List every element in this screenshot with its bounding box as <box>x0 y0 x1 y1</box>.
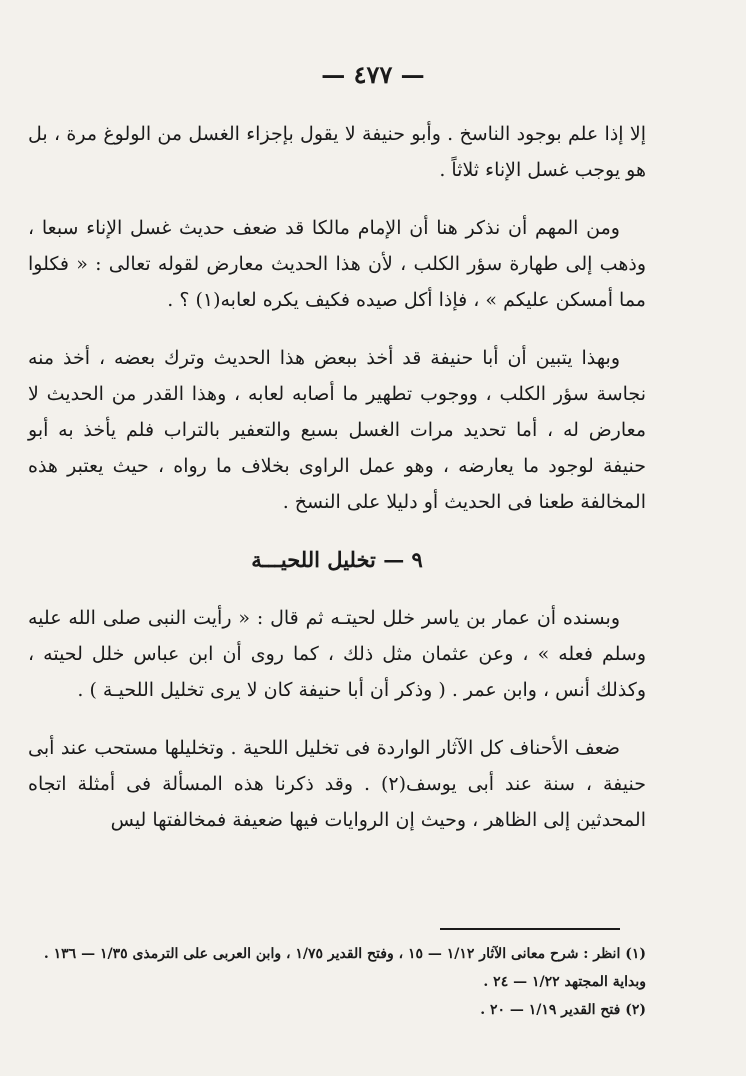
section-heading: ٩ — تخليل اللحيـــة <box>251 547 423 572</box>
paragraph-abu-hanifa: وبهذا يتبين أن أبا حنيفة قد أخذ ببعض هذا الحديث وترك بعضه ، أخذ منه نجاسة سؤر الكلب ، ووجوب تطهير ما أصابه لعابه ، وهذا القدر من الحديث لا معارض له ، أما تحديد مرات الغسل بسبع والتعفير بالتراب فلم يأخذ به أبو حنيفة لوجود ما يعارضه ، وهو عمل الراوى بخلاف ما رواه ، حيث يعتبر هذه المخالفة طعنا فى الحديث أو دليلا على النسخ . <box>28 347 646 513</box>
footnotes <box>26 940 646 1024</box>
page-number: — ٤٧٧ — <box>321 60 425 89</box>
footnote-2: (٢) فتح القدير ١/١٩ — ٢٠ . <box>480 1002 646 1018</box>
main-text <box>28 116 646 860</box>
footnote-1: (١) انظر : شرح معانى الآثار ١/١٢ — ١٥ ، وفتح القدير ١/٧٥ ، وابن العربى على الترمذى ١/٣٥ — ١٣٦ . وبداية المجتهد ١/٢٢ — ٢٤ . <box>43 946 646 990</box>
paragraph-ahnaf: ضعف الأحناف كل الآثار الواردة فى تخليل اللحية . وتخليلها مستحب عند أبى حنيفة ، سنة عند أبى يوسف(٢) . وقد ذكرنا هذه المسألة فى أمثلة اتجاه المحدثين إلى الظاهر ، وحيث إن الروايات فيها ضعيفة فمخالفتها ليس <box>28 737 646 831</box>
paragraph-narration: وبسنده أن عمار بن ياسر خلل لحيتـه ثم قال : « رأيت النبى صلى الله عليه وسلم فعله » ، وعن عثمان مثل ذلك ، كما روى أن ابن عباس خلل لحيته ، وكذلك أنس ، وابن عمر . ( وذكر أن أبا حنيفة كان لا يرى تخليل اللحيـة ) . <box>28 607 646 701</box>
footnote-divider <box>440 928 620 930</box>
paragraph-malik: ومن المهم أن نذكر هنا أن الإمام مالكا قد ضعف حديث غسل الإناء سبعا ، وذهب إلى طهارة سؤر الكلب ، لأن هذا الحديث معارض لقوله تعالى : « فكلوا مما أمسكن عليكم » ، فإذا أكل صيده فكيف يكره لعابه(١) ؟ . <box>28 217 646 311</box>
paragraph-continuation: إلا إذا علم بوجود الناسخ . وأبو حنيفة لا يقول بإجزاء الغسل من الولوغ مرة ، بل هو يوجب غسل الإناء ثلاثاً . <box>28 123 646 181</box>
